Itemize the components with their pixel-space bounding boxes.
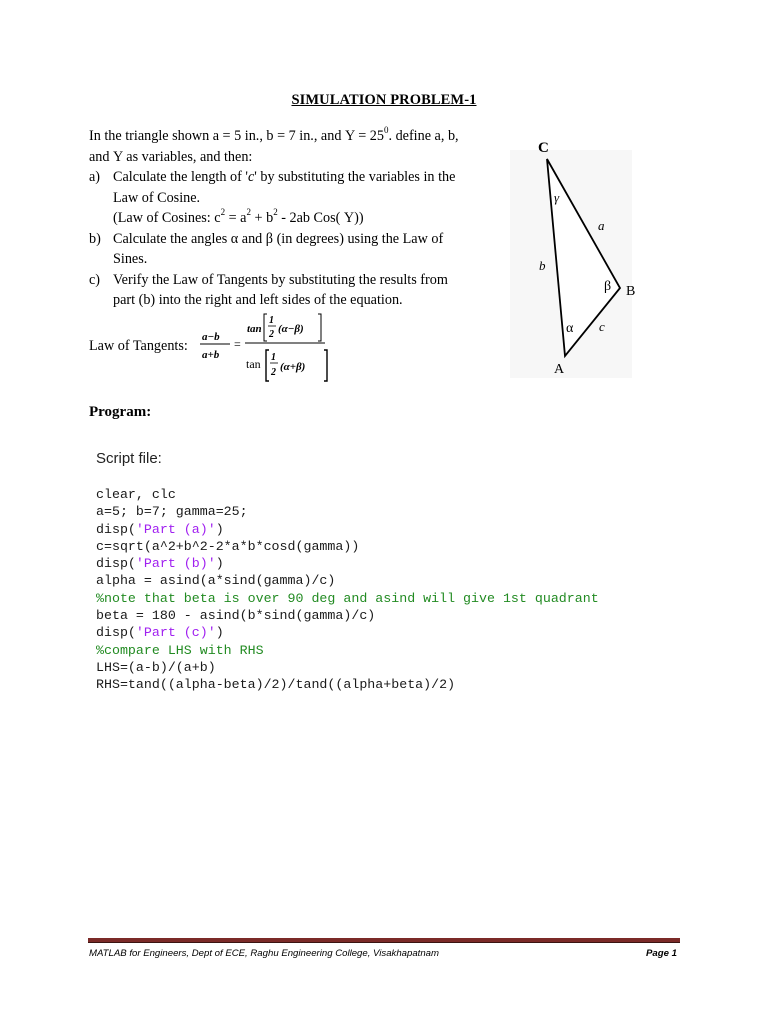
- intro-line-1: In the triangle shown a = 5 in., b = 7 in., and $\Upsilon = 25^0$. define a, b,: [89, 125, 459, 144]
- code-line: disp('Part (c)'): [96, 625, 224, 641]
- angle-alpha-label: α: [566, 321, 574, 336]
- code-line: alpha = asind(a*sind(gamma)/c): [96, 573, 336, 589]
- tan-denominator: tan: [246, 357, 261, 371]
- side-b-label: b: [539, 258, 546, 273]
- law-of-tangents-formula: [197, 310, 347, 386]
- item-a-continued: Law of Cosine.: [113, 189, 201, 206]
- svg-text:1: 1: [269, 315, 274, 326]
- code-line: a=5; b=7; gamma=25;: [96, 504, 248, 520]
- numerator-left-bracket: [264, 314, 267, 341]
- vertex-c-label: C: [538, 140, 549, 156]
- page-number: Page 1: [646, 948, 677, 959]
- numerator-right-bracket: [318, 314, 321, 341]
- code-line: clear, clc: [96, 487, 176, 502]
- code-line: RHS=tand((alpha-beta)/2)/tand((alpha+beta)/2): [96, 677, 456, 693]
- triangle-diagram: [510, 128, 670, 378]
- angle-beta-label: β: [604, 279, 612, 294]
- code-comment-line: %compare LHS with RHS: [96, 642, 264, 658]
- script-file-heading: Script file:: [96, 450, 162, 467]
- vertex-b-label: B: [626, 284, 636, 299]
- law-of-tangents-label: Law of Tangents:: [89, 338, 188, 354]
- svg-text:2: 2: [271, 367, 276, 378]
- svg-text:1: 1: [271, 352, 276, 363]
- page-title: SIMULATION PROBLEM-1: [291, 92, 477, 108]
- item-c-continued: part (b) into the right and left sides of the equation.: [113, 292, 403, 308]
- code-block: [96, 486, 599, 694]
- item-a: a) Calculate the length of 'c' by substituting the variables in the: [89, 169, 456, 185]
- equals-sign: =: [234, 337, 241, 351]
- law-of-cosines: (Law of Cosines: $c^2 = a^2 + b^2 - 2ab$ Cos( Υ)): [113, 207, 364, 226]
- item-c: c) Verify the Law of Tangents by substituting the results from: [89, 271, 448, 288]
- code-comment-line: %note that beta is over 90 deg and asind will give 1st quadrant: [96, 590, 599, 606]
- item-b: b) Calculate the angles α and β (in degrees) using the Law of: [89, 230, 444, 247]
- code-line: beta = 180 - asind(b*sind(gamma)/c): [96, 608, 376, 624]
- code-line: disp('Part (b)'): [96, 556, 224, 572]
- svg-text:2: 2: [269, 329, 274, 340]
- vertex-a-label: A: [554, 362, 565, 377]
- numerator-argument: (α−β): [278, 323, 304, 335]
- denominator-left-bracket: [266, 350, 269, 381]
- problem-statement: [89, 126, 504, 311]
- law-of-tangents: [89, 310, 349, 386]
- side-a-label: a: [598, 218, 605, 233]
- lhs-denominator: a+b: [202, 349, 220, 361]
- footer-rule: [88, 938, 680, 943]
- lhs-numerator: a−b: [202, 331, 220, 343]
- denominator-right-bracket: [324, 350, 327, 381]
- denominator-argument: (α+β): [280, 361, 306, 373]
- intro-line-2: and Υ as variables, and then:: [89, 148, 253, 165]
- program-heading: Program:: [89, 404, 152, 420]
- tan-numerator: tan: [247, 323, 262, 335]
- side-c-label: c: [599, 319, 605, 334]
- item-b-continued: Sines.: [113, 251, 148, 267]
- footer-text: MATLAB for Engineers, Dept of ECE, Raghu Engineering College, Visakhapatnam: [89, 948, 440, 959]
- code-line: LHS=(a-b)/(a+b): [96, 659, 216, 675]
- code-line: c=sqrt(a^2+b^2-2*a*b*cosd(gamma)): [96, 538, 360, 554]
- angle-gamma-label: γ: [554, 190, 560, 205]
- code-line: disp('Part (a)'): [96, 521, 224, 537]
